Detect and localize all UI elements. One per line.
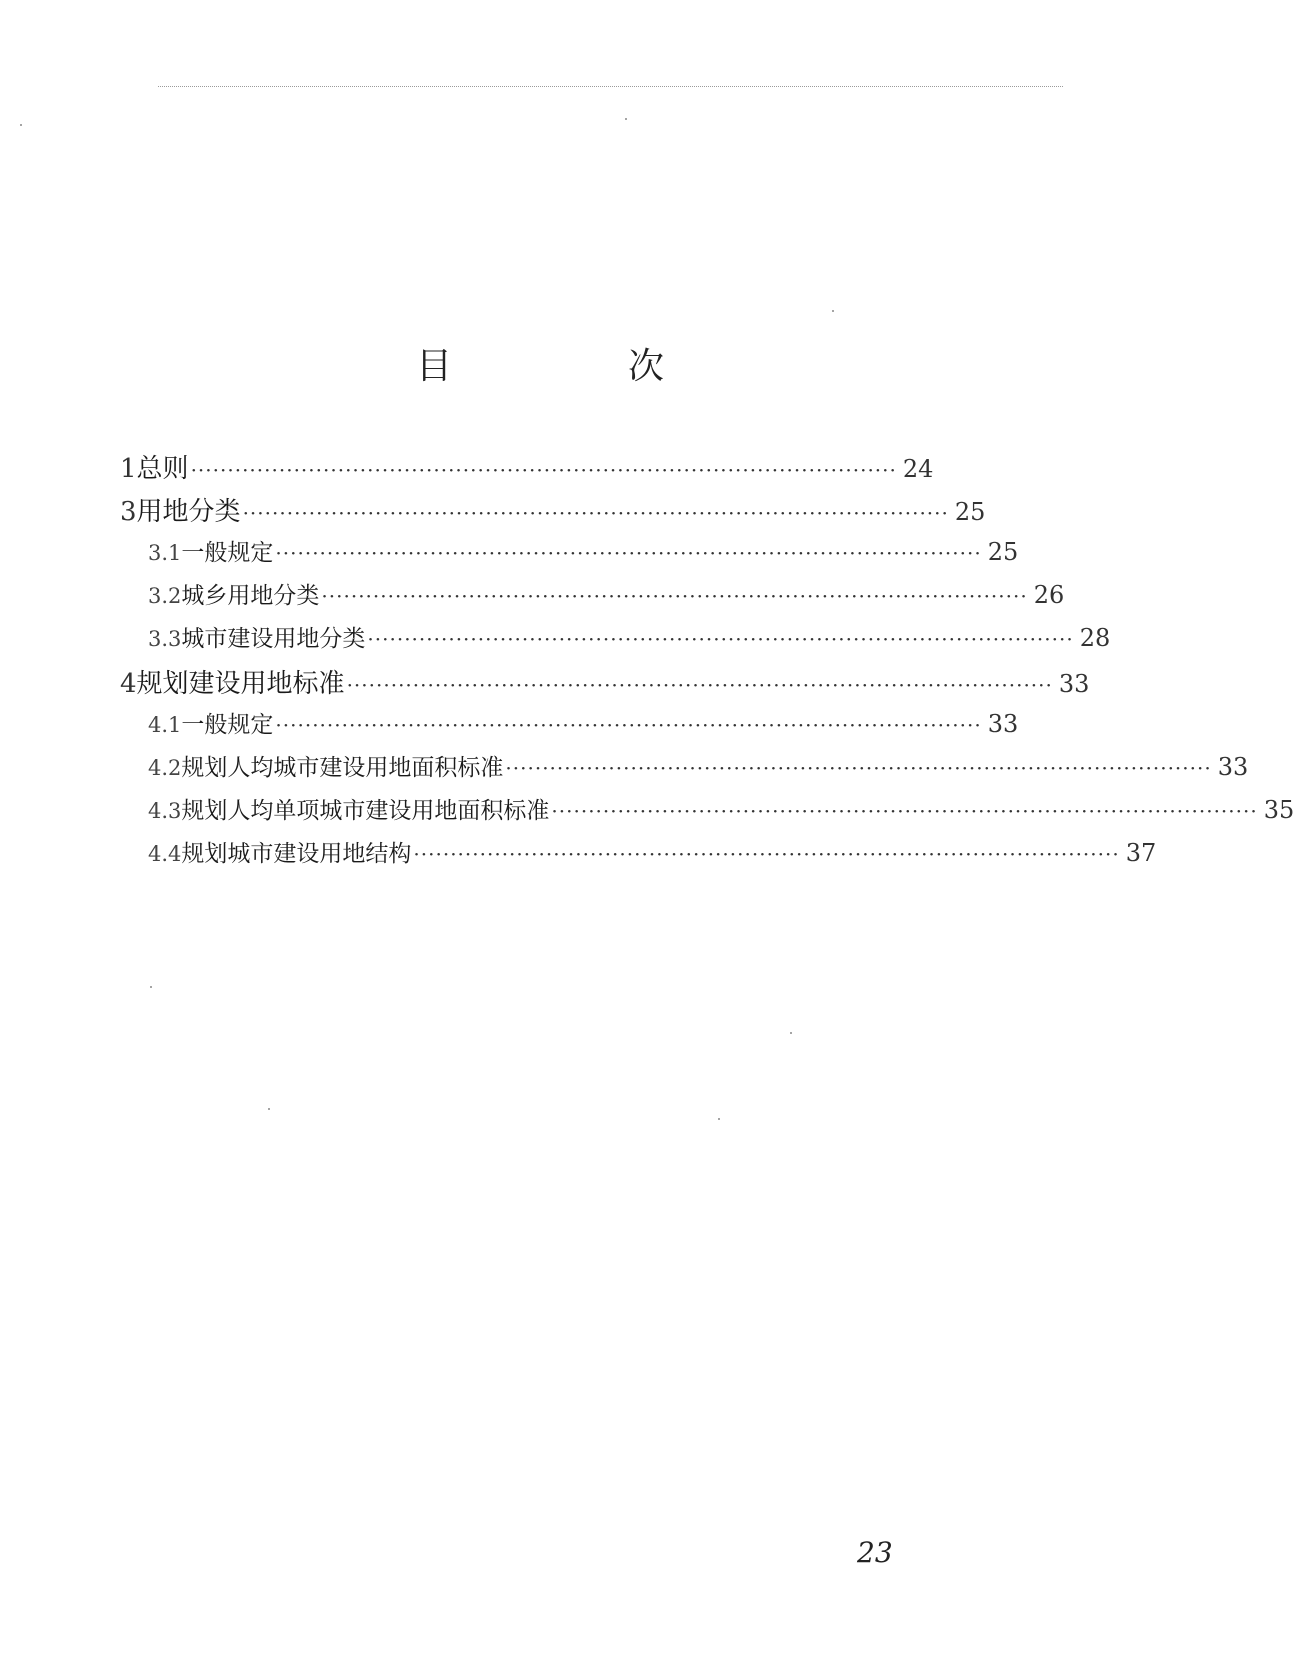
toc-entry[interactable]: [148, 706, 1019, 746]
leader-dots: ································································································: [275, 541, 982, 565]
toc-entry-label: 城市建设用地分类: [181, 626, 366, 652]
top-dotted-rule: [158, 86, 1063, 87]
toc-entry-label: 规划人均单项城市建设用地面积标准: [181, 798, 550, 824]
toc-entry-label: 一般规定: [181, 712, 274, 738]
toc-entry[interactable]: [120, 491, 986, 531]
toc-entry[interactable]: [120, 663, 1090, 703]
toc-entry-label: 规划建设用地标准: [136, 669, 345, 699]
toc-entry-number: 3.1: [148, 541, 182, 565]
toc-entry-page: 25: [954, 498, 986, 526]
toc-entry[interactable]: [120, 448, 934, 488]
toc-entry-label: 规划城市建设用地结构: [181, 841, 412, 867]
toc-entry-number: 3.3: [148, 627, 182, 651]
scan-speck: [832, 310, 834, 312]
scan-speck: [718, 1118, 720, 1120]
toc-entry-page: 35: [1263, 796, 1294, 824]
toc-entry-label: 总则: [136, 454, 189, 484]
toc-entry-page: 24: [902, 455, 934, 483]
scan-speck: [268, 1108, 270, 1110]
toc-entry-number: 4: [120, 669, 137, 699]
toc-entry-number: 3.2: [148, 584, 182, 608]
page-number: 23: [857, 1536, 893, 1569]
toc-entry-page: 26: [1033, 581, 1065, 609]
toc-entry[interactable]: [148, 792, 1294, 832]
toc-entry[interactable]: [148, 620, 1111, 660]
leader-dots: ································································································: [367, 627, 1074, 651]
scan-speck: [625, 118, 627, 120]
toc-entry-page: 33: [1058, 670, 1090, 698]
toc-entry-label: 用地分类: [136, 497, 241, 527]
toc-entry-number: 4.2: [148, 756, 182, 780]
leader-dots: ································································································: [321, 584, 1028, 608]
toc-entry[interactable]: [148, 577, 1065, 617]
leader-dots: ································································································: [551, 799, 1258, 823]
toc-entry-number: 3: [120, 497, 137, 527]
scan-speck: [790, 1032, 792, 1034]
toc-entry-label: 城乡用地分类: [181, 583, 320, 609]
toc-entry-page: 33: [1217, 753, 1249, 781]
page-title: 目 次: [415, 346, 734, 387]
toc-entry-number: 1: [120, 454, 137, 484]
toc-entry-number: 4.3: [148, 799, 182, 823]
leader-dots: ································································································: [190, 458, 897, 482]
leader-dots: ································································································: [505, 756, 1212, 780]
scan-speck: [20, 124, 22, 126]
toc-entry-label: 规划人均城市建设用地面积标准: [181, 755, 504, 781]
scan-speck: [150, 986, 152, 988]
leader-dots: ································································································: [413, 842, 1120, 866]
toc-entry-number: 4.4: [148, 842, 182, 866]
toc-entry-page: 25: [987, 538, 1019, 566]
leader-dots: ································································································: [275, 713, 982, 737]
toc-entry-number: 4.1: [148, 713, 182, 737]
toc-entry-page: 37: [1125, 839, 1157, 867]
leader-dots: ································································································: [242, 501, 949, 525]
toc-entry[interactable]: [148, 749, 1249, 789]
toc-entry-page: 28: [1079, 624, 1111, 652]
toc-entry[interactable]: [148, 835, 1157, 875]
leader-dots: ································································································: [346, 673, 1053, 697]
toc-entry-page: 33: [987, 710, 1019, 738]
toc-entry-label: 一般规定: [181, 540, 274, 566]
toc-entry[interactable]: [148, 534, 1019, 574]
